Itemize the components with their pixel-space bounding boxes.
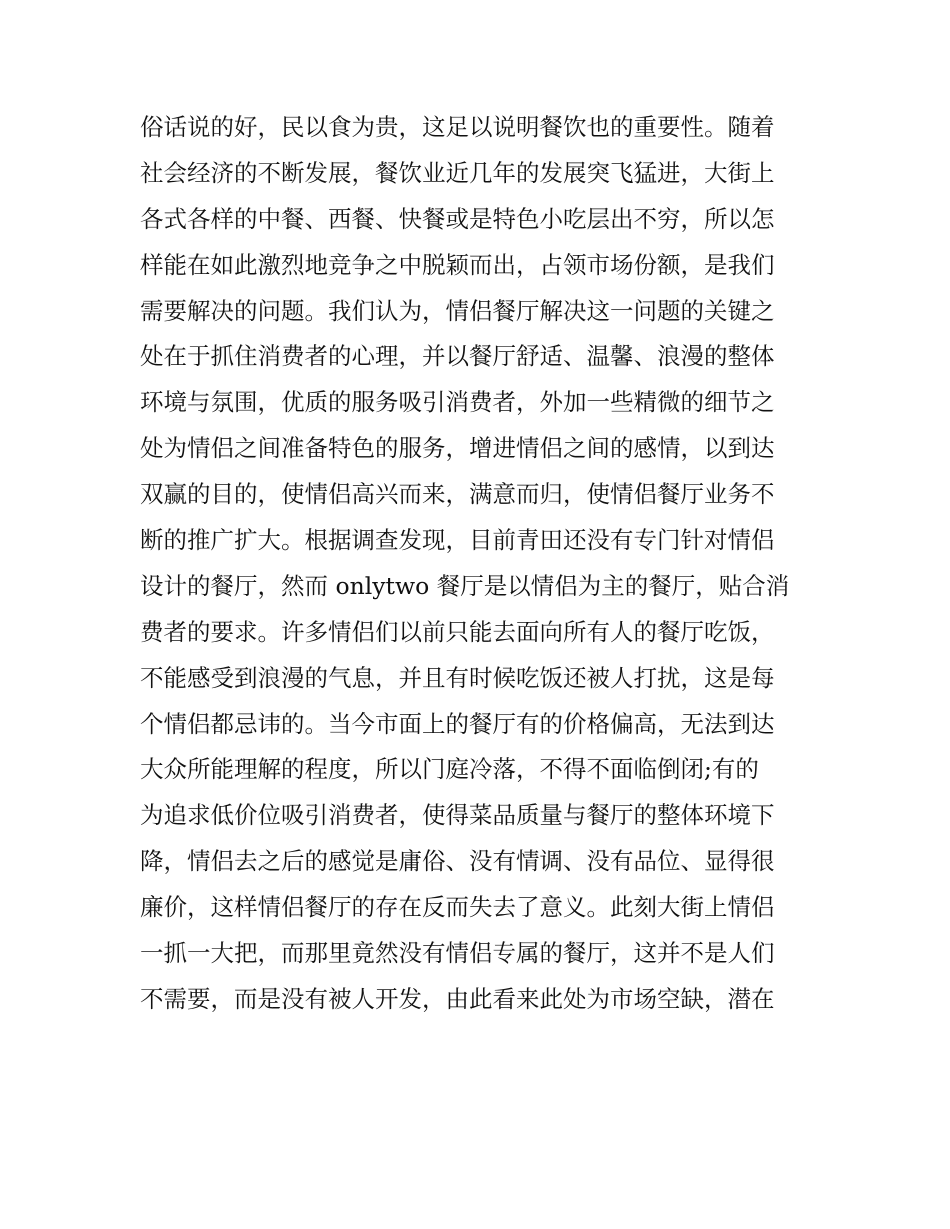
paragraph-line-18: 廉价，这样情侣餐厅的存在反而失去了意义。此刻大街上情侣 [140, 893, 775, 922]
paragraph-line-8: 处为情侣之间准备特色的服务，增进情侣之间的感情，以到达 [140, 434, 775, 463]
paragraph-line-10: 断的推广扩大。根据调查发现，目前青田还没有专门针对情侣 [140, 526, 775, 555]
paragraph-line-1: 俗话说的好，民以食为贵，这足以说明餐饮也的重要性。随着 [140, 113, 775, 141]
paragraph-line-19: 一抓一大把，而那里竟然没有情侣专属的餐厅，这并不是人们 [140, 939, 775, 968]
body-paragraph [140, 105, 820, 1023]
paragraph-line-4: 样能在如此激烈地竞争之中脱颖而出，占领市场份额，是我们 [140, 250, 775, 279]
paragraph-line-15: 大众所能理解的程度，所以门庭冷落，不得不面临倒闭;有的 [140, 755, 759, 784]
paragraph-line-14: 个情侣都忌讳的。当今市面上的餐厅有的价格偏高，无法到达 [140, 709, 775, 738]
paragraph-line-17: 降，情侣去之后的感觉是庸俗、没有情调、没有品位、显得很 [140, 847, 775, 876]
paragraph-line-7: 环境与氛围，优质的服务吸引消费者，外加一些精微的细节之 [140, 388, 775, 417]
paragraph-line-12: 费者的要求。许多情侣们以前只能去面向所有人的餐厅吃饭， [140, 617, 775, 646]
paragraph-line-9: 双赢的目的，使情侣高兴而来，满意而归，使情侣餐厅业务不 [140, 480, 775, 509]
paragraph-line-6: 处在于抓住消费者的心理，并以餐厅舒适、温馨、浪漫的整体 [140, 342, 775, 371]
paragraph-line-11: 设计的餐厅，然而 onlytwo 餐厅是以情侣为主的餐厅，贴合消 [140, 571, 790, 600]
paragraph-line-3: 各式各样的中餐、西餐、快餐或是特色小吃层出不穷，所以怎 [140, 204, 775, 233]
paragraph-line-2: 社会经济的不断发展，餐饮业近几年的发展突飞猛进，大街上 [140, 158, 775, 187]
paragraph-line-5: 需要解决的问题。我们认为，情侣餐厅解决这一问题的关键之 [140, 296, 775, 325]
paragraph-line-16: 为追求低价位吸引消费者，使得菜品质量与餐厅的整体环境下 [140, 801, 775, 830]
paragraph-line-20: 不需要，而是没有被人开发，由此看来此处为市场空缺，潜在 [140, 984, 775, 1013]
paragraph-line-13: 不能感受到浪漫的气息，并且有时候吃饭还被人打扰，这是每 [140, 663, 775, 692]
